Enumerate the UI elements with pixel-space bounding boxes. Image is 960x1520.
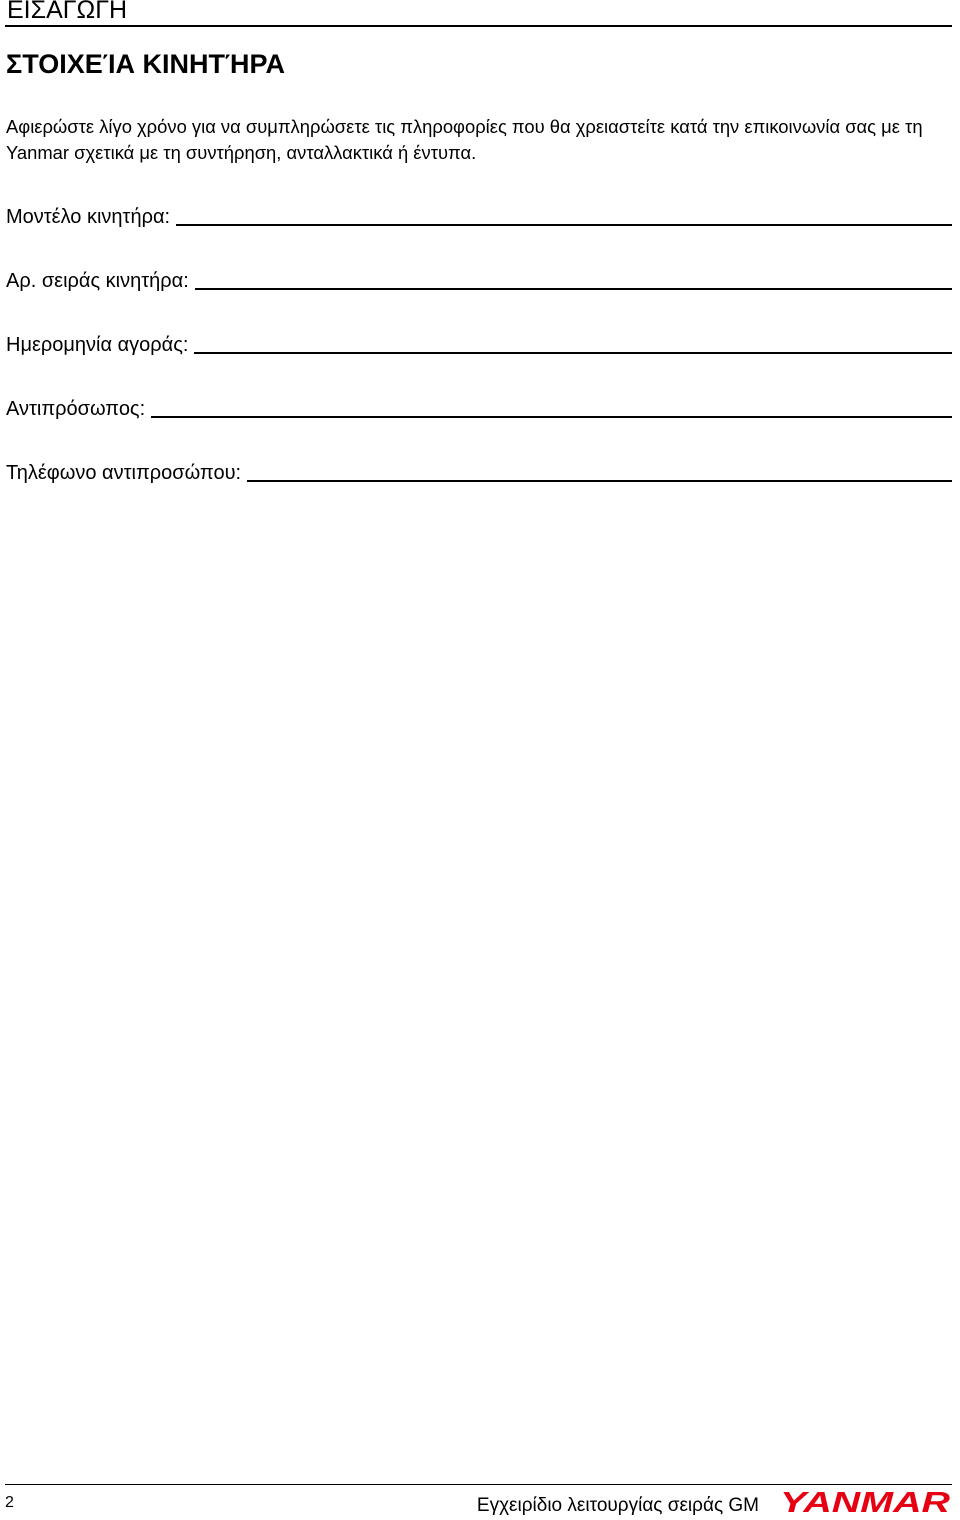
section-title: ΕΙΣΑΓΩΓΗ: [7, 0, 128, 24]
page-number: 2: [5, 1494, 14, 1511]
engine-serial-blank[interactable]: [195, 288, 952, 290]
purchase-date-blank[interactable]: [194, 352, 952, 354]
dealer-phone-field[interactable]: [6, 455, 952, 485]
yanmar-logo: [778, 1487, 952, 1515]
yanmar-logo-text: YANMAR: [780, 1487, 951, 1515]
engine-model-field[interactable]: [6, 199, 952, 229]
page-heading: ΣΤΟΙΧΕΊΑ ΚΙΝΗΤΉΡΑ: [6, 49, 285, 79]
purchase-date-field[interactable]: [6, 327, 952, 357]
section-header: [5, 0, 952, 27]
dealer-blank[interactable]: [151, 416, 952, 418]
engine-model-label: Μοντέλο κινητήρα:: [6, 206, 171, 228]
purchase-date-label: Ημερομηνία αγοράς:: [6, 334, 189, 356]
intro-paragraph: Αφιερώστε λίγο χρόνο για να συμπληρώσετε τις πληροφορίες που θα χρειαστείτε κατά την επικοινωνία σας με τη Yanmar σχετικά με τη συντήρηση, ανταλλακτικά ή έντυπα.: [6, 116, 923, 163]
dealer-field[interactable]: [6, 391, 952, 421]
engine-model-blank[interactable]: [176, 224, 952, 226]
footer-divider: [5, 1484, 952, 1485]
dealer-phone-label: Τηλέφωνο αντιπροσώπου:: [6, 462, 242, 484]
manual-name: Εγχειρίδιο λειτουργίας σειράς GM: [476, 1495, 759, 1516]
engine-serial-field[interactable]: [6, 263, 952, 293]
engine-serial-label: Αρ. σειράς κινητήρα:: [6, 270, 189, 292]
dealer-label: Αντιπρόσωπος:: [6, 398, 146, 420]
dealer-phone-blank[interactable]: [247, 480, 952, 482]
